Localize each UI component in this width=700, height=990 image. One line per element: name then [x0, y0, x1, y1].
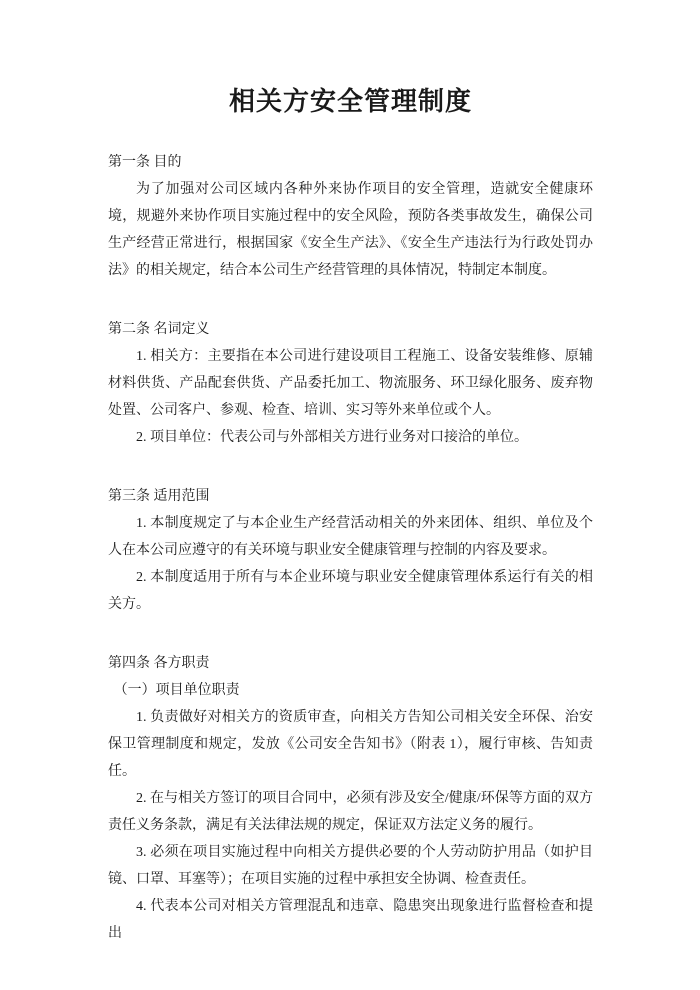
paragraph: 2. 项目单位：代表公司与外部相关方进行业务对口接洽的单位。 — [136, 430, 528, 445]
paragraph: 2. 在与相关方签订的项目合同中，必须有涉及安全/健康/环保等方面的双方责任义务条款，满足有关法律法规的规定，保证双方法定义务的履行。 — [108, 791, 593, 833]
subsection-heading-project-unit: （一）项目单位职责 — [113, 683, 240, 698]
paragraph: 4. 代表本公司对相关方管理混乱和违章、隐患突出现象进行监督检查和提出 — [108, 899, 593, 941]
section-heading-responsibilities: 第四条 各方职责 — [108, 656, 210, 671]
section-heading-purpose: 第一条 目的 — [108, 155, 182, 170]
paragraph: 1. 负责做好对相关方的资质审查，向相关方告知公司相关安全环保、治安保卫管理制度和规定，发放《公司安全告知书》（附表 1），履行审核、告知责任。 — [108, 710, 593, 779]
paragraph: 2. 本制度适用于所有与本企业环境与职业安全健康管理体系运行有关的相关方。 — [108, 570, 593, 612]
section-purpose — [108, 149, 593, 284]
section-scope — [108, 483, 593, 618]
section-responsibilities — [108, 650, 593, 947]
section-definitions — [108, 316, 593, 451]
paragraph: 1. 相关方：主要指在本公司进行建设项目工程施工、设备安装维修、原辅材料供货、产品配套供货、产品委托加工、物流服务、环卫绿化服务、废弃物处置、公司客户、参观、检查、培训、实习等外来单位或个人。 — [108, 349, 593, 418]
paragraph: 3. 必须在项目实施过程中向相关方提供必要的个人劳动防护用品（如护目镜、口罩、耳塞等）；在项目实施的过程中承担安全协调、检查责任。 — [108, 845, 593, 887]
paragraph: 1. 本制度规定了与本企业生产经营活动相关的外来团体、组织、单位及个人在本公司应遵守的有关环境与职业安全健康管理与控制的内容及要求。 — [108, 516, 593, 558]
document-title: 相关方安全管理制度 — [228, 87, 472, 116]
section-heading-definitions: 第二条 名词定义 — [108, 322, 210, 337]
paragraph: 为了加强对公司区域内各种外来协作项目的安全管理，造就安全健康环境，规避外来协作项目实施过程中的安全风险，预防各类事故发生，确保公司生产经营正常进行，根据国家《安全生产法》、《安全生产违法行为行政处罚办法》的相关规定，结合本公司生产经营管理的具体情况，特制定本制度。 — [108, 182, 593, 278]
section-heading-scope: 第三条 适用范围 — [108, 489, 210, 504]
